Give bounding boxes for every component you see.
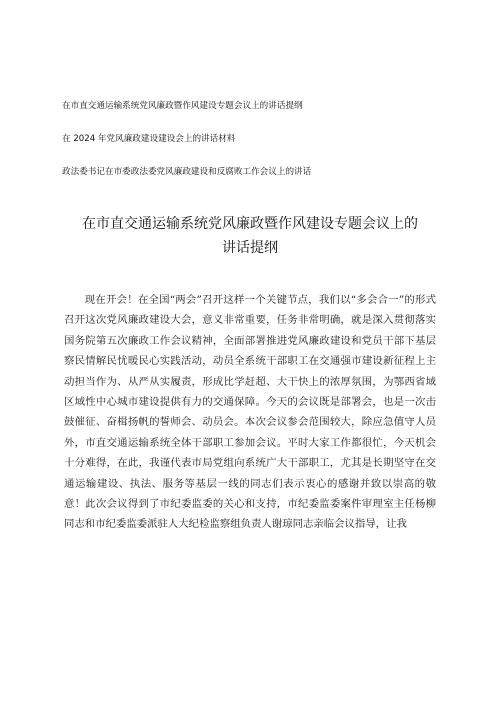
- title-line-1: 在市直交通运输系统党风廉政暨作风建设专题会议上的: [82, 216, 418, 232]
- toc-item-3[interactable]: 政法委书记在市委政法委党风廉政建设和反腐败工作会议上的讲话: [62, 167, 312, 177]
- toc-item-1[interactable]: 在市直交通运输系统党风廉政暨作风建设专题会议上的讲话提纲: [62, 101, 303, 111]
- table-of-contents: [62, 100, 462, 199]
- document-title: [40, 212, 460, 260]
- title-line-2: 讲话提纲: [222, 240, 278, 256]
- body-paragraph: 现在开会！在全国“两会”召开这样一个关键节点，我们以“多会合一”的形式召开这次党风廉政建设大会，意义非常重要，任务非常明确，就是深入贯彻落实国务院第五次廉政工作会议精神，全面部署推进党风廉政建设和党员干部下基层察民情解民忧暖民心实践活动，动员全系统干部职工在交通强市建设新征程上主动担当作为、从严从实履责，形成比学赶超、大干快上的浓厚氛围，为鄂西省域区域性中心城市建设提供有力的交通保障。今天的会议既是部署会，也是一次击鼓催征、奋楫扬帆的誓师会、动员会。本次会议参会范围较大，除应急值守人员外，市直交通运输系统全体干部职工参加会议。平时大家工作都很忙，今天机会十分难得，在此，我谨代表市局党组向系统广大干部职工，尤其是长期坚守在交通运输建设、执法、服务等基层一线的同志们表示衷心的感谢并致以崇高的敬意！此次会议得到了市纪委监委的关心和支持，市纪委监委案件审理室主任杨柳同志和市纪委监委派驻人大纪检监察组负责人谢琼同志亲临会议指导，让我: [64, 294, 436, 531]
- toc-item-2[interactable]: 在 2024 年党风廉政建设建设会上的讲话材料: [62, 134, 236, 144]
